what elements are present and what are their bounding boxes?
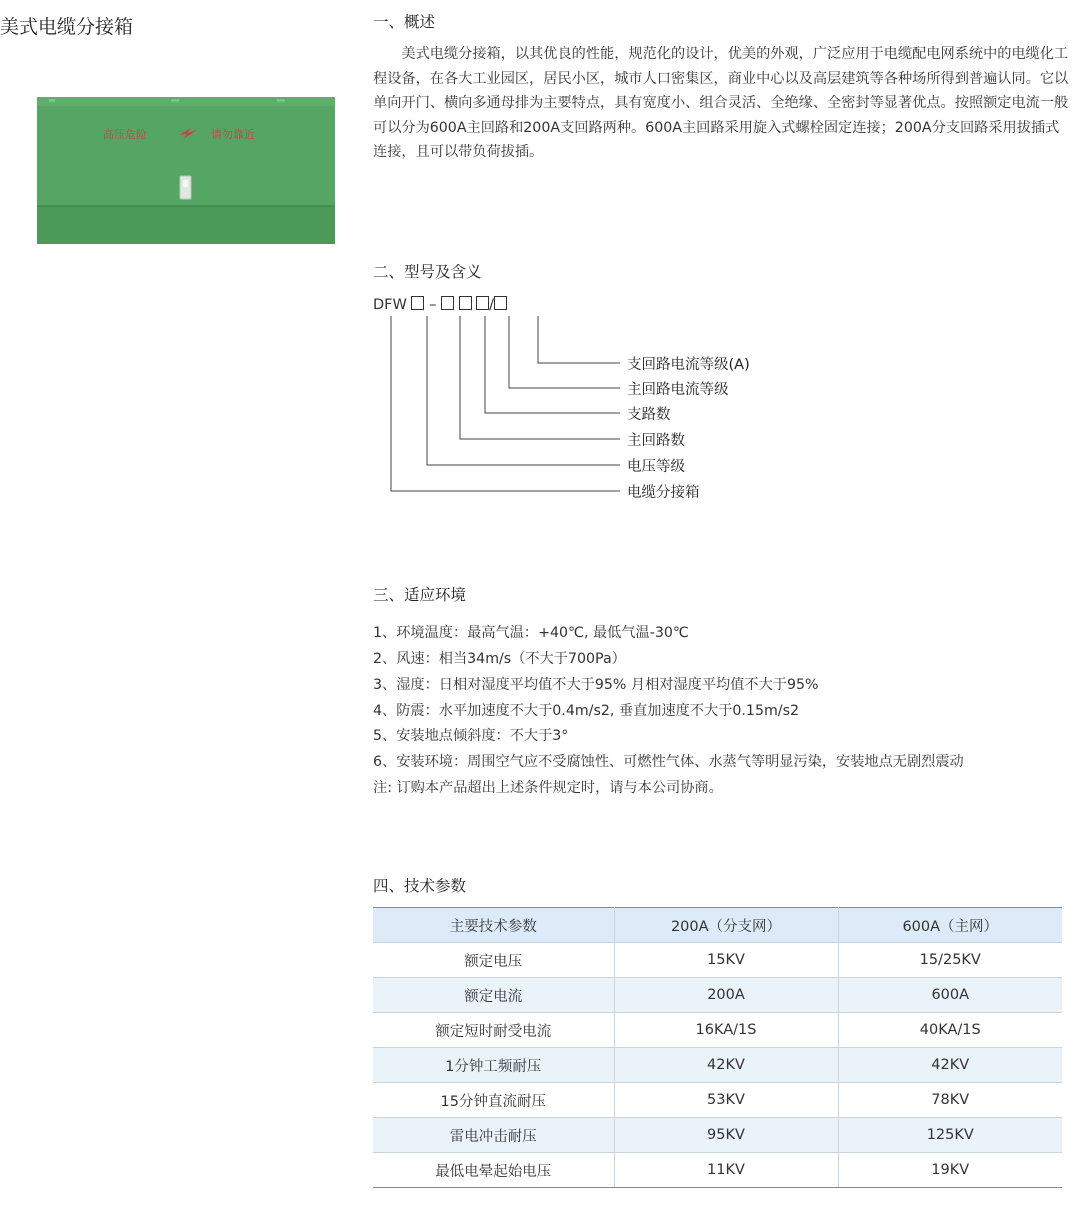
legend-voltage-level: 电压等级 — [627, 459, 685, 475]
env-item: 5、安装地点倾斜度：不大于3° — [373, 728, 569, 744]
table-cell: 78KV — [838, 1083, 1062, 1118]
table-cell: 200A — [614, 978, 838, 1013]
model-heading: 二、型号及含义 — [373, 263, 482, 281]
legend-branch-count: 支路数 — [627, 407, 671, 423]
table-cell: 最低电晕起始电压 — [373, 1153, 614, 1188]
table-cell: 15/25KV — [838, 943, 1062, 978]
table-cell: 19KV — [838, 1153, 1062, 1188]
model-slash: / — [489, 297, 495, 313]
table-cell: 15分钟直流耐压 — [373, 1083, 614, 1118]
model-dash: – — [429, 297, 437, 313]
table-row — [373, 943, 1062, 978]
env-item: 1、环境温度：最高气温：+40℃, 最低气温-30℃ — [373, 625, 689, 641]
table-cell: 额定电压 — [373, 943, 614, 978]
table-cell: 1分钟工频耐压 — [373, 1048, 614, 1083]
table-cell: 16KA/1S — [614, 1013, 838, 1048]
table-cell: 53KV — [614, 1083, 838, 1118]
legend-branch-current: 支回路电流等级(A) — [627, 357, 750, 373]
table-cell: 40KA/1S — [838, 1013, 1062, 1048]
specs-table — [373, 907, 1062, 1188]
table-cell: 额定短时耐受电流 — [373, 1013, 614, 1048]
table-row — [373, 1013, 1062, 1048]
warning-label-left: 高压危险 — [103, 128, 147, 141]
table-cell: 额定电流 — [373, 978, 614, 1013]
warning-label-right: 请勿靠近 — [211, 128, 255, 141]
table-row — [373, 1083, 1062, 1118]
model-prefix: DFW — [373, 297, 407, 313]
overview-paragraph: 美式电缆分接箱，以其优良的性能，规范化的设计，优美的外观，广泛应用于电缆配电网系统中的电缆化工程设备，在各大工业园区，居民小区，城市人口密集区，商业中心以及高层建筑等各种场所得到普遍认同。它以单向开门、横向多通母排为主要特点，具有宽度小、组合灵活、全绝缘、全密封等显著优点。按照额定电流一般可以分为600A主回路和200A支回路两种。600A主回路采用旋入式螺栓固定连接；200A分支回路采用拔插式连接，且可以带负荷拔插。 — [373, 46, 1069, 160]
table-header-row — [373, 908, 1062, 943]
table-cell: 95KV — [614, 1118, 838, 1153]
table-cell: 42KV — [614, 1048, 838, 1083]
table-row — [373, 1153, 1062, 1188]
table-cell: 125KV — [838, 1118, 1062, 1153]
table-cell: 15KV — [614, 943, 838, 978]
table-cell: 600A — [838, 978, 1062, 1013]
legend-cable-box: 电缆分接箱 — [627, 485, 700, 501]
env-note: 注: 订购本产品超出上述条件规定时，请与本公司协商。 — [373, 780, 723, 796]
env-item: 3、湿度：日相对湿度平均值不大于95% 月相对湿度平均值不大于95% — [373, 677, 819, 693]
table-cell: 11KV — [614, 1153, 838, 1188]
model-legend-lines — [0, 0, 1078, 520]
column-header: 200A（分支网） — [614, 908, 838, 943]
column-header: 600A（主网） — [838, 908, 1062, 943]
legend-main-circuit-count: 主回路数 — [627, 433, 685, 449]
overview-heading: 一、概述 — [373, 13, 436, 31]
env-item: 4、防震：水平加速度不大于0.4m/s2, 垂直加速度不大于0.15m/s2 — [373, 703, 799, 719]
table-cell: 42KV — [838, 1048, 1062, 1083]
specs-heading: 四、技术参数 — [373, 877, 467, 895]
table-cell: 雷电冲击耐压 — [373, 1118, 614, 1153]
column-header: 主要技术参数 — [373, 908, 614, 943]
table-row — [373, 978, 1062, 1013]
environment-heading: 三、适应环境 — [373, 586, 467, 604]
product-title: 美式电缆分接箱 — [0, 16, 134, 38]
table-row — [373, 1048, 1062, 1083]
env-item: 2、风速：相当34m/s（不大于700Pa） — [373, 651, 626, 667]
table-row — [373, 1118, 1062, 1153]
env-item: 6、安装环境：周围空气应不受腐蚀性、可燃性气体、水蒸气等明显污染，安装地点无剧烈震动 — [373, 754, 964, 770]
legend-main-current: 主回路电流等级 — [627, 382, 729, 398]
